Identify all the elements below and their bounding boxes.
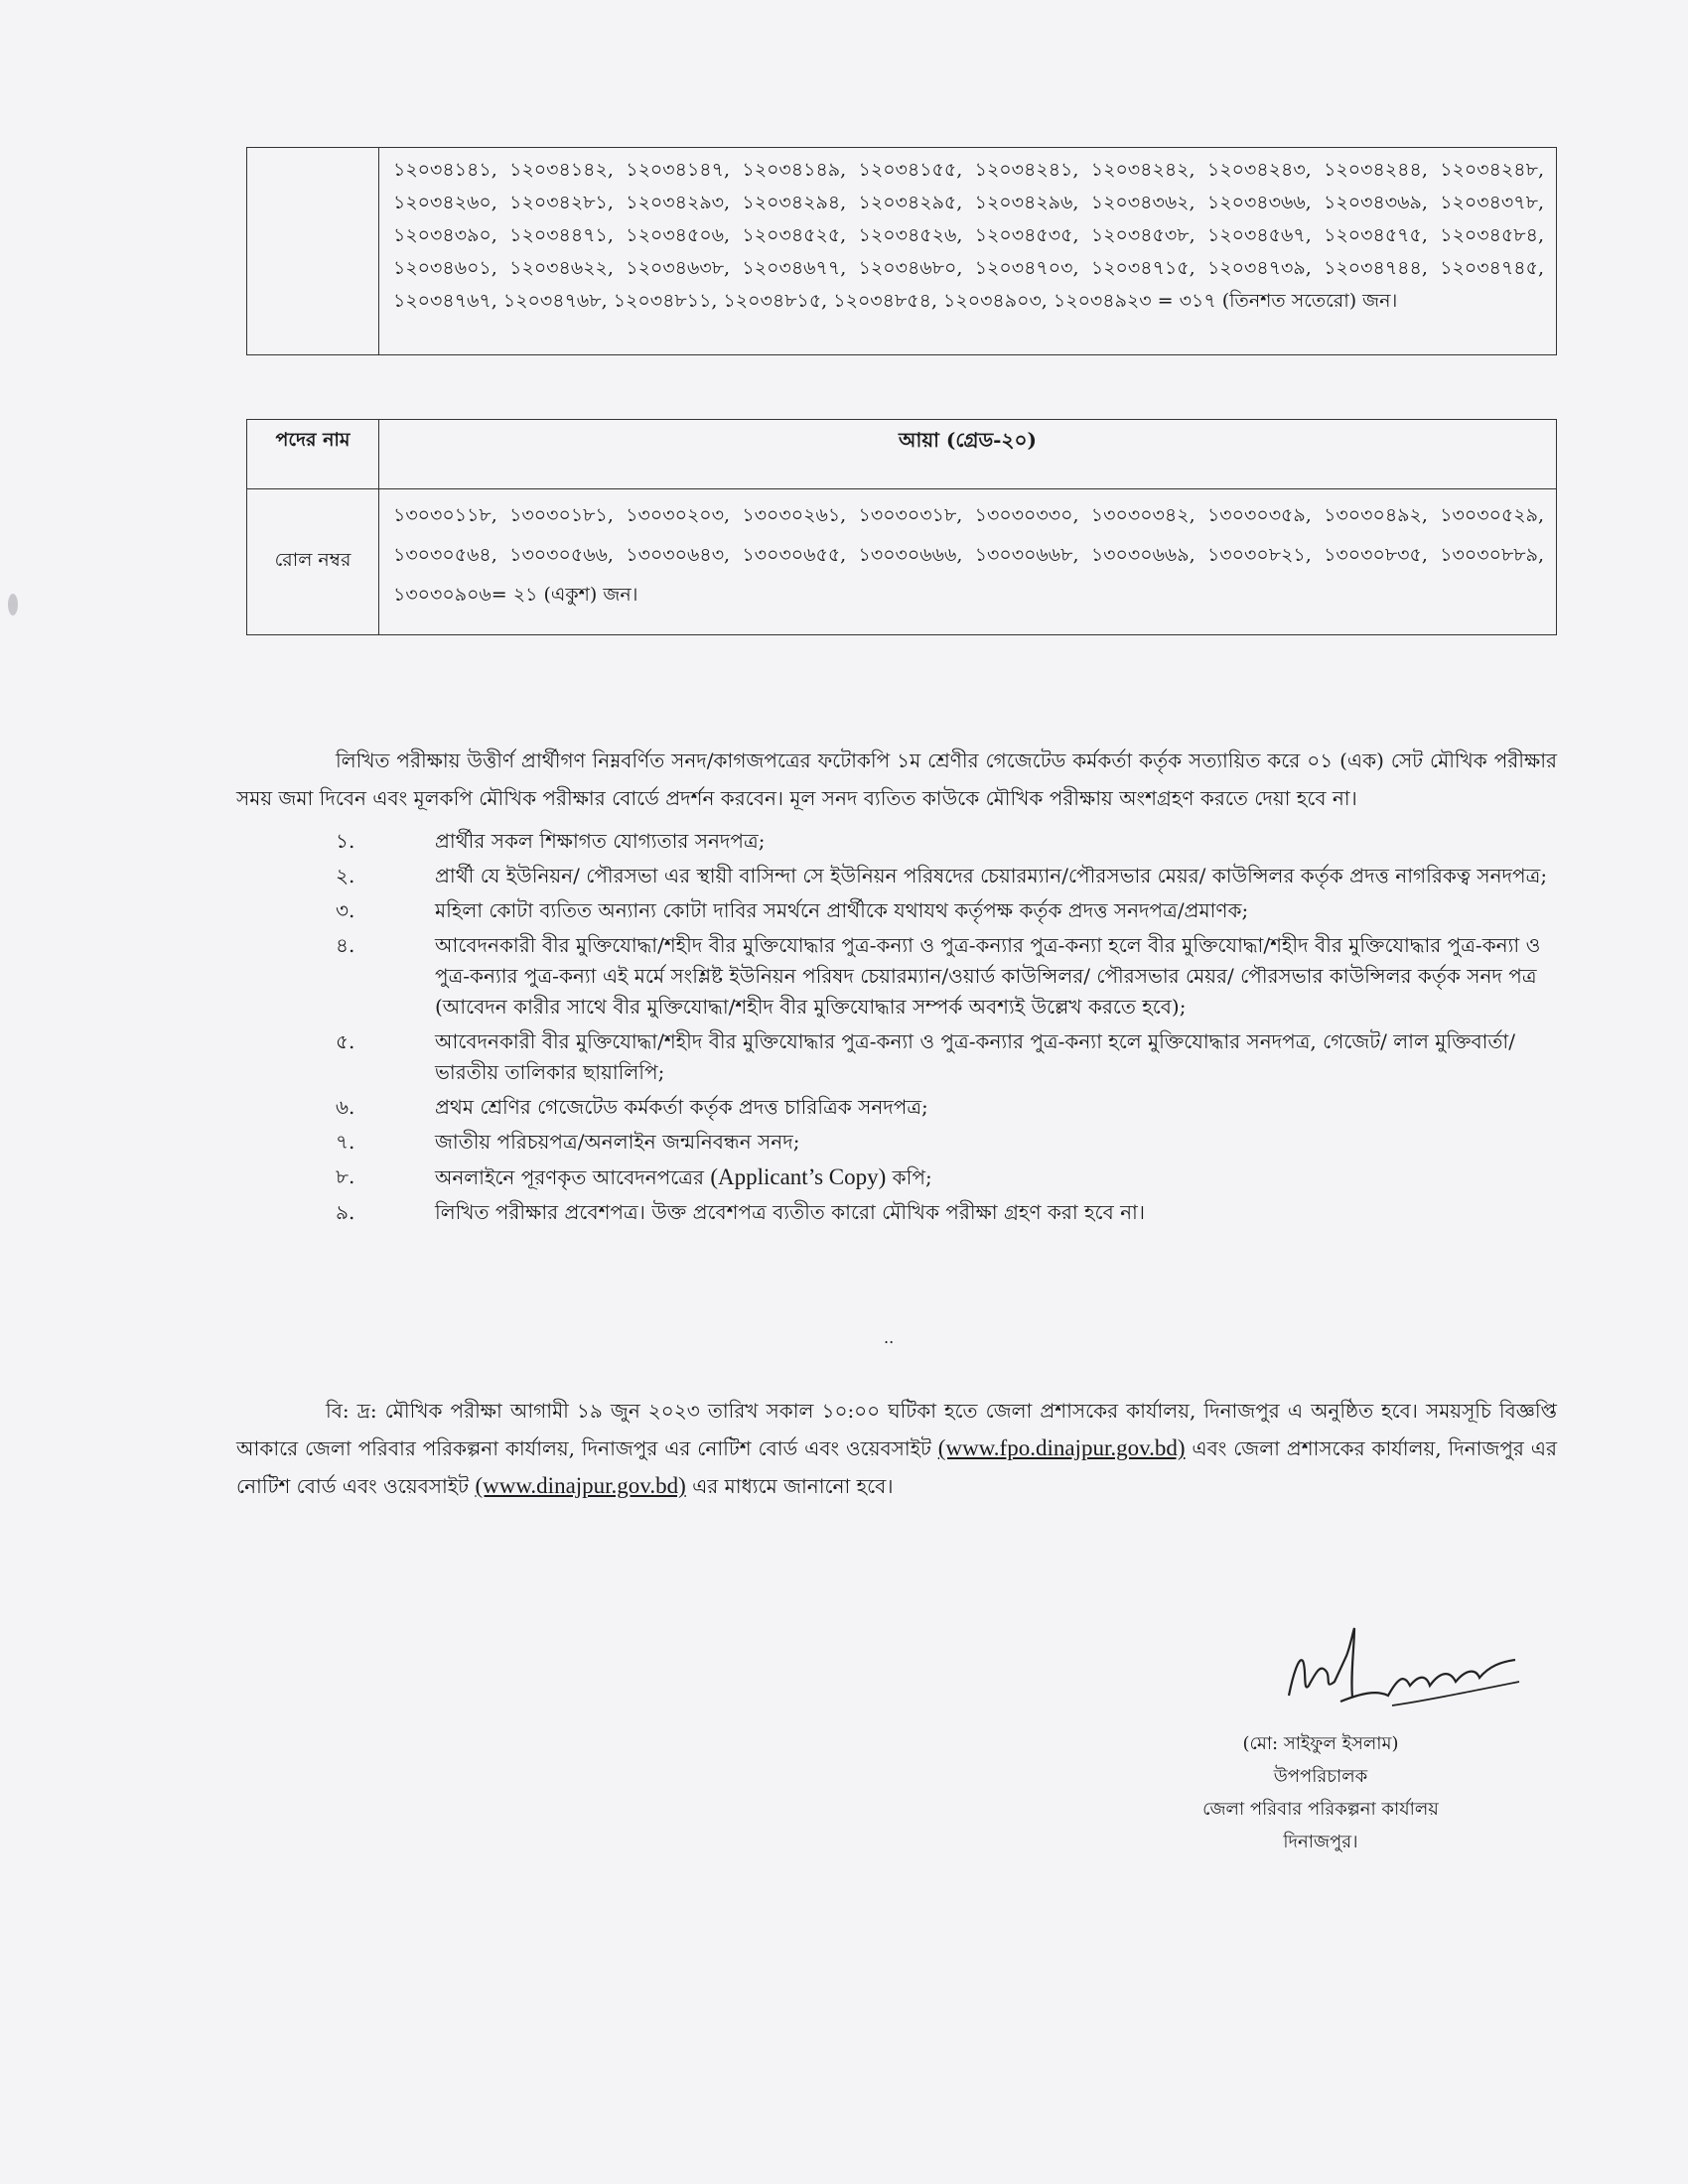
list-item-text: প্রার্থী যে ইউনিয়ন/ পৌরসভা এর স্থায়ী বাসিন্দা সে ইউনিয়ন পরিষদের চেয়ারম্যান/পৌরসভার মেয়র/ কাউন্সিলর কর্তৃক প্রদত্ত নাগরিকত্ব সনদপত্র; [435,864,1548,887]
list-item [236,1127,1557,1158]
handwritten-signature [1281,1616,1529,1725]
list-item-text: আবেদনকারী বীর মুক্তিযোদ্ধা/শহীদ বীর মুক্তিযোদ্ধার পুত্র-কন্যা ও পুত্র-কন্যার পুত্র-কন্যা হলে মুক্তিযোদ্ধার সনদপত্র, গেজেট/ লাল মুক্তিবার্তা/ ভারতীয় তালিকার ছায়ালিপি; [435,1029,1515,1084]
scan-speck [8,594,18,615]
signatory-block [1152,1727,1489,1858]
list-item [236,930,1557,1023]
roll-table-continued [246,147,1557,355]
required-documents-list [236,826,1557,1232]
roll-numbers-cell: ১৩০৩০১১৮, ১৩০৩০১৮১, ১৩০৩০২০৩, ১৩০৩০২৬১, ১৩০৩০৩১৮, ১৩০৩০৩৩০, ১৩০৩০৩৪২, ১৩০৩০৩৫৯, ১৩০৩০৪৯২, ১৩০৩০৫২৯, ১৩০৩০৫৬৪, ১৩০৩০৫৬৬, ১৩০৩০৬৪৩, ১৩০৩০৬৫৫, ১৩০৩০৬৬৬, ১৩০৩০৬৬৮, ১৩০৩০৬৬৯, ১৩০৩০৮২১, ১৩০৩০৮৩৫, ১৩০৩০৮৮৯, ১৩০৩০৯০৬= ২১ (একুশ) জন। [379,489,1557,635]
fpo-website-link[interactable]: (www.fpo.dinajpur.gov.bd) [937,1435,1186,1460]
footnote-dots: .. [884,1328,895,1347]
list-item-text: প্রথম শ্রেণির গেজেটেড কর্মকর্তা কর্তৃক প্রদত্ত চারিত্রিক সনদপত্র; [435,1095,928,1119]
list-item-number: ৭. [336,1130,355,1154]
list-item [236,1197,1557,1228]
list-item-number: ৫. [336,1029,355,1053]
signatory-location: দিনাজপুর। [1283,1832,1358,1852]
notice-text-2: এবং জেলা প্রশাসকের কার্যালয়, দিনাজপুর এর নোটিশ বোর্ড এবং ওয়েবসাইট [236,1436,1557,1498]
post-name-cell: আয়া (গ্রেড-২০) [379,420,1557,489]
post-label-cell: পদের নাম [247,420,379,489]
signatory-office: জেলা পরিবার পরিকল্পনা কার্যালয় [1202,1799,1439,1820]
dc-website-link[interactable]: (www.dinajpur.gov.bd) [475,1473,686,1498]
notice-text-1: বি: দ্র: মৌখিক পরীক্ষা আগামী ১৯ জুন ২০২৩ তারিখ সকাল ১০:০০ ঘটিকা হতে জেলা প্রশাসকের কার্যালয়, দিনাজপুর এ অনুষ্ঠিত হবে। সময়সূচি বিজ্ঞপ্তি আকারে জেলা পরিবার পরিকল্পনা কার্যালয়, দিনাজপুর এর নোটিশ বোর্ড এবং ওয়েবসাইট [236,1399,1557,1460]
signatory-designation: উপপরিচালক [1273,1766,1368,1787]
list-item [236,1092,1557,1123]
list-item-text: প্রার্থীর সকল শিক্ষাগত যোগ্যতার সনদপত্র; [435,829,766,853]
list-item-number: ৯. [336,1200,355,1224]
list-item-number: ৬. [336,1095,355,1119]
list-item-number: ৩. [336,898,355,922]
applicant-copy-text: (Applicant’s Copy) [710,1164,887,1189]
roll-numbers-cell: ১২০৩৪১৪১, ১২০৩৪১৪২, ১২০৩৪১৪৭, ১২০৩৪১৪৯, ১২০৩৪১৫৫, ১২০৩৪২৪১, ১২০৩৪২৪২, ১২০৩৪২৪৩, ১২০৩৪২৪৪, ১২০৩৪২৪৮, ১২০৩৪২৬০, ১২০৩৪২৮১, ১২০৩৪২৯৩, ১২০৩৪২৯৪, ১২০৩৪২৯৫, ১২০৩৪২৯৬, ১২০৩৪৩৬২, ১২০৩৪৩৬৬, ১২০৩৪৩৬৯, ১২০৩৪৩৭৮, ১২০৩৪৩৯০, ১২০৩৪৪৭১, ১২০৩৪৫০৬, ১২০৩৪৫২৫, ১২০৩৪৫২৬, ১২০৩৪৫৩৫, ১২০৩৪৫৩৮, ১২০৩৪৫৬৭, ১২০৩৪৫৭৫, ১২০৩৪৫৮৪, ১২০৩৪৬০১, ১২০৩৪৬২২, ১২০৩৪৬৩৮, ১২০৩৪৬৭৭, ১২০৩৪৬৮০, ১২০৩৪৭০৩, ১২০৩৪৭১৫, ১২০৩৪৭৩৯, ১২০৩৪৭৪৪, ১২০৩৪৭৪৫, ১২০৩৪৭৬৭, ১২০৩৪৭৬৮, ১২০৩৪৮১১, ১২০৩৪৮১৫, ১২০৩৪৮৫৪, ১২০৩৪৯০৩, ১২০৩৪৯২৩ = ৩১৭ (তিনশত সতেরো) জন। [379,148,1557,355]
instructions-intro: লিখিত পরীক্ষায় উত্তীর্ণ প্রার্থীগণ নিম্নবর্ণিত সনদ/কাগজপত্রের ফটোকপি ১ম শ্রেণীর গেজেটেড কর্মকর্তা কর্তৃক সত্যায়িত করে ০১ (এক) সেট মৌখিক পরীক্ষার সময় জমা দিবেন এবং মূলকপি মৌখিক পরীক্ষার বোর্ডে প্রদর্শন করবেন। মূল সনদ ব্যতিত কাউকে মৌখিক পরীক্ষায় অংশগ্রহণ করতে দেয়া হবে না। [236,749,1557,810]
list-item-text-post: কপি; [886,1165,932,1189]
signatory-name: (মো: সাইফুল ইসলাম) [1242,1733,1399,1754]
list-item-text: জাতীয় পরিচয়পত্র/অনলাইন জন্মনিবন্ধন সনদ; [435,1130,800,1154]
list-item [236,1026,1557,1088]
list-item-number: ৪. [336,933,355,957]
list-item [236,826,1557,857]
list-item-text: মহিলা কোটা ব্যতিত অন্যান্য কোটা দাবির সমর্থনে প্রার্থীকে যথাযথ কর্তৃপক্ষ কর্তৃক প্রদত্ত সনদপত্র/প্রমাণক; [435,898,1249,922]
list-item [236,1161,1557,1193]
list-item [236,861,1557,891]
list-item-number: ২. [336,864,355,887]
table-label-cell-empty [247,148,379,355]
list-item-number: ৮. [336,1164,355,1188]
list-item-text-pre: অনলাইনে পূরণকৃত আবেদনপত্রের [435,1165,711,1189]
roll-table-aya [246,419,1557,635]
list-item [236,895,1557,926]
list-item-text: আবেদনকারী বীর মুক্তিযোদ্ধা/শহীদ বীর মুক্তিযোদ্ধার পুত্র-কন্যা ও পুত্র-কন্যার পুত্র-কন্যা হলে বীর মুক্তিযোদ্ধা/শহীদ বীর মুক্তিযোদ্ধার পুত্র-কন্যা ও পুত্র-কন্যার পুত্র-কন্যা এই মর্মে সংশ্লিষ্ট ইউনিয়ন পরিষদ চেয়ারম্যান/ওয়ার্ড কাউন্সিলর/ পৌরসভার মেয়র/ পৌরসভার কাউন্সিলর কর্তৃক সনদ পত্র (আবেদন কারীর সাথে বীর মুক্তিযোদ্ধা/শহীদ বীর মুক্তিযোদ্ধার সম্পর্ক অবশ্যই উল্লেখ করতে হবে); [435,933,1541,1019]
roll-label-cell: রোল নম্বর [247,489,379,635]
list-item-number: ১. [336,829,355,853]
notice-paragraph [236,1393,1557,1505]
list-item-text: লিখিত পরীক্ষার প্রবেশপত্র। উক্ত প্রবেশপত্র ব্যতীত কারো মৌখিক পরীক্ষা গ্রহণ করা হবে না। [435,1200,1145,1224]
notice-text-3: এর মাধ্যমে জানানো হবে। [685,1474,894,1498]
